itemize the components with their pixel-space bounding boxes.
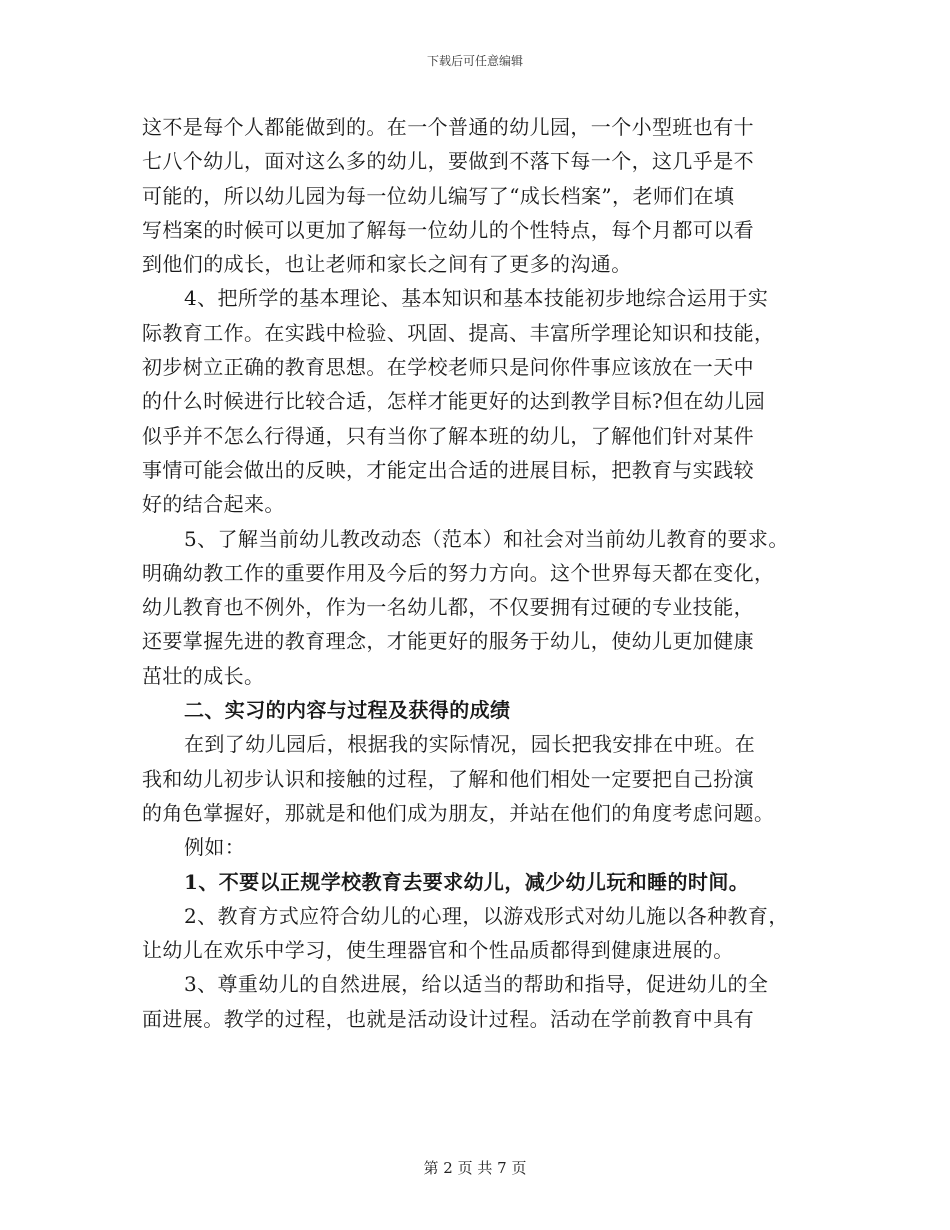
text-line: 这不是每个人都能做到的。在一个普通的幼儿园，一个小型班也有十: [142, 115, 754, 139]
text-line: 初步树立正确的教育思想。在学校老师只是问你件事应该放在一天中: [142, 355, 754, 380]
text-line: 幼儿教育也不例外，作为一名幼儿都，不仅要拥有过硬的专业技能，: [142, 595, 754, 620]
text-line: 让幼儿在欢乐中学习，使生理器官和个性品质都得到健康进展的。: [142, 938, 734, 963]
document-body: [142, 110, 832, 1036]
text-line: 面进展。教学的过程，也就是活动设计过程。活动在学前教育中具有: [142, 1006, 754, 1031]
text-line: 到他们的成长，也让老师和家长之间有了更多的沟通。: [142, 252, 632, 277]
text-line: 事情可能会做出的反映，才能定出合适的进展目标，把教育与实践较: [142, 457, 754, 482]
text-line: 茁壮的成长。: [142, 663, 265, 688]
page-header: 下载后可任意编辑: [426, 54, 523, 68]
text-line: 可能的，所以幼儿园为每一位幼儿编写了“成长档案”，老师们在填: [142, 183, 735, 208]
text-line: 5、了解当前幼儿教改动态（范本）和社会对当前幼儿教育的要求。: [184, 526, 789, 551]
section-heading-line: 二、实习的内容与过程及获得的成绩: [184, 698, 511, 723]
text-line: 3、尊重幼儿的自然进展，给以适当的帮助和指导，促进幼儿的全: [184, 972, 769, 997]
text-line: 写档案的时候可以更加了解每一位幼儿的个性特点，每个月都可以看: [142, 217, 754, 242]
text-line: 还要掌握先进的教育理念，才能更好的服务于幼儿，使幼儿更加健康: [142, 629, 754, 654]
page-number-footer: 第 2 页 共 7 页: [423, 1159, 527, 1177]
text-line: 例如：: [184, 835, 246, 860]
text-line: 似乎并不怎么行得通，只有当你了解本班的幼儿，了解他们针对某件: [142, 423, 754, 448]
text-line: 我和幼儿初步认识和接触的过程，了解和他们相处一定要把自己扮演: [142, 766, 754, 791]
text-line: 明确幼教工作的重要作用及今后的努力方向。这个世界每天都在变化，: [142, 560, 775, 585]
text-line: 七八个幼儿，面对这么多的幼儿，要做到不落下每一个，这几乎是不: [142, 149, 754, 174]
text-line: 2、教育方式应符合幼儿的心理，以游戏形式对幼儿施以各种教育，: [184, 903, 789, 928]
text-line: 4、把所学的基本理论、基本知识和基本技能初步地综合运用于实: [184, 286, 769, 311]
text-line: 好的结合起来。: [142, 492, 285, 517]
text-line: 际教育工作。在实践中检验、巩固、提高、丰富所学理论知识和技能，: [142, 320, 775, 345]
text-line: 的什么时候进行比较合适，怎样才能更好的达到教学目标?但在幼儿园: [142, 389, 766, 414]
section-heading-line: 1、不要以正规学校教育去要求幼儿，减少幼儿玩和睡的时间。: [184, 869, 750, 894]
text-line: 的角色掌握好，那就是和他们成为朋友，并站在他们的角度考虑问题。: [142, 800, 775, 825]
text-line: 在到了幼儿园后，根据我的实际情况，园长把我安排在中班。在: [184, 732, 756, 757]
